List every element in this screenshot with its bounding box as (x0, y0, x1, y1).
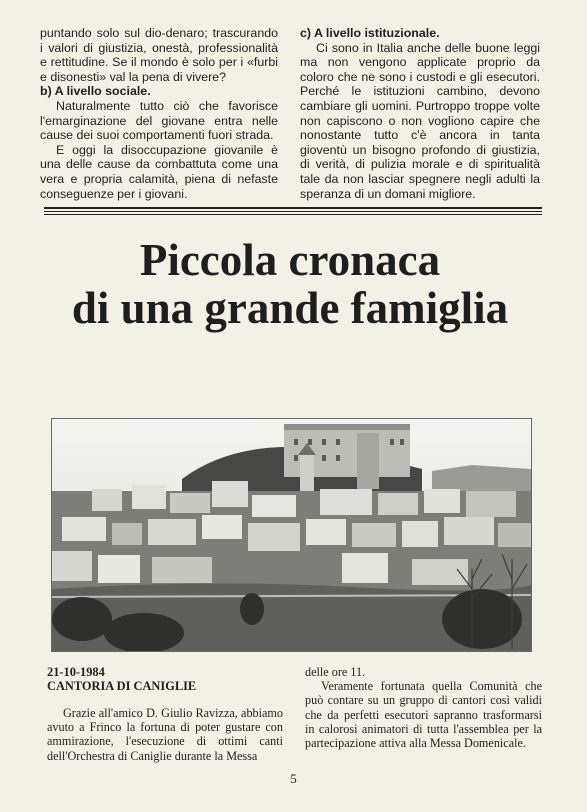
section-heading-c: c) A livello istituzionale. (300, 26, 440, 40)
column-top-right (300, 26, 540, 201)
village-photo-image (52, 419, 531, 651)
paragraph: Grazie all'amico D. Giulio Ravizza, abbiamo avuto a Frinco la fortuna di poter gustare con ammirazione, l'esecuzione di ottimi canti dell'Orchestra di Caniglie durante la Messa (47, 706, 283, 763)
title-line-1: Piccola cronaca (139, 235, 441, 285)
column-top-left (40, 26, 278, 201)
divider-rule (44, 214, 542, 215)
section-heading-b: b) A livello sociale. (40, 84, 151, 99)
paragraph: E oggi la disoccupazione giovanile è una delle cause da combattuta come una vera e propria calamità, piena di nefaste conseguenze per i giovani. (40, 142, 278, 201)
page-number: 5 (290, 771, 297, 786)
article-column-left (47, 706, 283, 763)
paragraph: Veramente fortunata quella Comunità che può contare su un gruppo di cantori così validi che da perfetti esecutori sapranno trasformarsi in calorosi animatori di tutta l'assemblea per la partecipazione attiva alla Messa Domenicale. (305, 679, 542, 751)
article-date: 21-10-1984 (47, 665, 105, 679)
divider-rule (44, 207, 542, 209)
article-column-right (305, 665, 542, 750)
title-line-2: di una grande famiglia (71, 283, 509, 333)
paragraph: puntando solo sul dio-denaro; trascurando i valori di giustizia, onestà, professionalità e rettitudine. Se il mondo è solo per i «furbi e disonesti» val la pena di vivere? (40, 26, 278, 84)
village-photo (51, 418, 532, 652)
page-title (40, 236, 540, 332)
divider-rule (44, 211, 542, 212)
paragraph: delle ore 11. (305, 665, 366, 679)
article-headline: CANTORIA DI CANIGLIE (47, 679, 197, 693)
paragraph: Ci sono in Italia anche delle buone leggi ma non vengono applicate proprio da coloro che ne sono i custodi e gli esecutori. Perché le istituzioni cambino, devono cambiare gli uomini. Purtroppo troppe volte non capiscono o non vogliono capire che nonostante tutto c'è ancora in tanta gioventù un bisogno profondo di giustizia, di verità, di pulizia morale e di spiritualità tale da non lasciar spegnere negli adulti la speranza di un domani migliore. (300, 40, 540, 201)
paragraph: Naturalmente tutto ciò che favorisce l'emarginazione del giovane entra nelle cause dei suoi comportamenti fuori strada. (40, 98, 278, 143)
